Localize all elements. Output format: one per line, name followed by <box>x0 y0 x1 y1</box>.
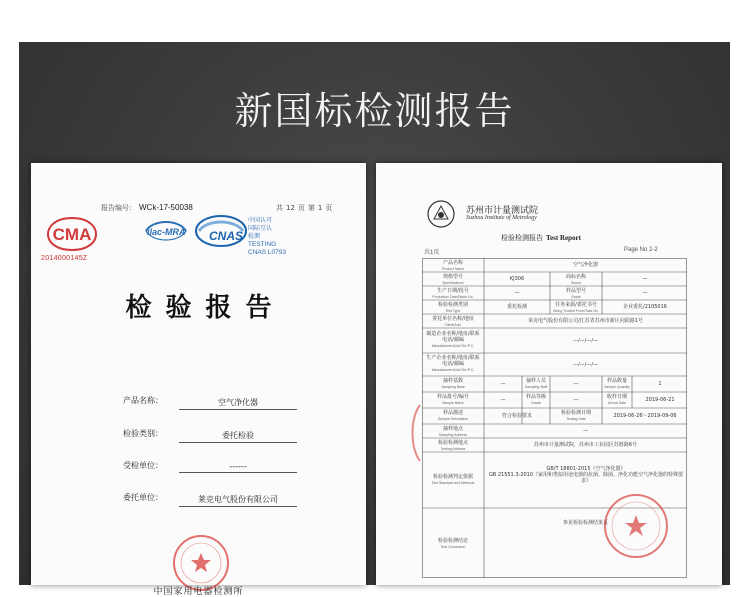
report-pages: 共1页 <box>424 250 440 256</box>
value-sampling-base: — <box>500 381 506 387</box>
page-number: Page No 2-2 <box>624 247 658 253</box>
label-sampling-staff: 抽样人员 Sampling Staff <box>524 378 548 389</box>
value-manufacturer: —/—/—/— <box>572 338 599 344</box>
value-specifications: KJ306 <box>509 276 525 282</box>
value-sample-quantity: 1 <box>658 381 662 387</box>
value-task-source: 企业委托/2105016 <box>623 304 667 310</box>
page-info: 共 12 页 第 1 页 <box>276 204 333 212</box>
side-stamp-icon <box>406 403 422 463</box>
report-number: 报告编号： WCk-17-50038 <box>101 203 193 212</box>
label-test-standard: 检验检测判定依据 Test Standard and Methods <box>431 474 475 485</box>
label-sample-grade: 样品等级 Grade <box>525 394 546 405</box>
value-grade: — <box>642 290 648 296</box>
red-seal-icon-right <box>601 491 671 561</box>
label-sample-batch: 样品批号/编号 Sample Batch <box>437 394 469 405</box>
field-product-name: 产品名称： 空气净化器 <box>123 395 175 406</box>
report-sheet-left <box>31 163 366 597</box>
test-report-title: 检验检测报告 Test Report <box>501 234 581 242</box>
label-testing-date: 检验检测日期 Testing Date <box>560 410 591 421</box>
value-sample-batch: — <box>500 397 506 403</box>
ilac-text: ilac-MRA <box>147 227 186 237</box>
cnas-accreditation: 中国认可 国际互认 检测 TESTING CNAS L0793 <box>248 217 286 256</box>
label-sample-quantity: 样品数量 Sample Quantity <box>604 378 630 389</box>
institute-logo-icon <box>426 199 456 229</box>
value-sampling-address: — <box>583 428 588 434</box>
value-product-name: 空气净化器 <box>572 262 598 268</box>
label-testing-address: 检验检测地点 Testing Address <box>437 440 468 451</box>
svg-text:CMA: CMA <box>52 225 92 244</box>
label-arrival-date: 收样日期 Arrival Date <box>606 394 627 405</box>
value-test-type: 委托检测 <box>506 304 527 310</box>
report-sheet-right <box>376 163 722 585</box>
label-grade: 样品型号 Grade <box>565 288 586 299</box>
label-producer: 生产企业名称/地址/联系电话/邮编 Manufacturer/Add./Tel./P.C. <box>426 355 480 372</box>
value-sample-description: 符合检验要求 <box>501 413 532 419</box>
label-specifications: 规格型号 Specifications <box>442 274 464 285</box>
cma-logo-icon <box>45 215 99 253</box>
value-sampling-staff: — <box>573 381 579 387</box>
value-testing-address: 苏州市计量测试院，苏州市工业园区苏胜路6号 <box>533 442 638 448</box>
label-brand: 商标名称 Brand <box>565 274 586 285</box>
value-arrival-date: 2019-06-21 <box>645 397 675 403</box>
cma-code: 2014000145Z <box>41 255 88 262</box>
label-test-conclusion: 检验检测结论 Test Conclusion <box>437 538 468 549</box>
banner-stage <box>19 42 730 597</box>
document-title: 检验报告 <box>125 293 286 323</box>
label-task-source: 任务来源/委托书号 Being Trusted From/Task No. <box>553 302 599 313</box>
value-test-standard: GB/T 18801-2015《空气净化器》 GB 21551.3-2010《家用和类似用途电器的抗菌、除菌、净化功能空气净化器的特殊要求》 <box>488 466 684 484</box>
value-test-conclusion: 参见检验检测结果页 <box>562 520 608 526</box>
institute-name-en: Suzhou Institute of Metrology <box>466 215 537 221</box>
label-client: 委托单位名称/地址 Client/Add. <box>432 316 474 327</box>
field-test-category: 检验类别： 委托检验 <box>123 428 175 439</box>
label-product-name: 产品名称 Product Name <box>441 260 465 271</box>
value-producer: —/—/—/— <box>572 362 599 368</box>
value-testing-date: 2019-06-26～2019-09-06 <box>613 413 677 419</box>
label-production-date: 生产日期/批号 Production Date/Batch No. <box>432 288 474 299</box>
value-sample-grade: — <box>573 397 579 403</box>
cnas-text: CNAS <box>209 229 244 243</box>
headline: 新国标检测报告 <box>234 89 515 133</box>
label-test-type: 检验检测类别 Test Type <box>437 302 468 313</box>
label-manufacturer: 制造企业名称/地址/联系电话/邮编 Manufacturer/Add./Tel./P.C. <box>426 331 480 348</box>
value-brand: — <box>642 276 648 282</box>
field-inspected-unit: 受检单位： ------ <box>123 460 175 471</box>
label-sampling-address: 抽样地点 Sampling Address <box>438 426 468 437</box>
label-sampling-base: 抽样基数 Sampling Base <box>441 378 465 389</box>
value-production-date: — <box>514 290 520 296</box>
testing-org-name: 中国家用电器检测所 <box>153 587 244 597</box>
institute-name-cn: 苏州市计量测试院 <box>466 206 539 216</box>
label-sample-description: 样品描述 Sample Description <box>437 410 469 421</box>
value-client: 莱克电气股份有限公司/江苏省苏州市新区向阳路1号 <box>528 318 643 324</box>
field-client: 委托单位： 莱克电气股份有限公司 <box>123 492 175 503</box>
